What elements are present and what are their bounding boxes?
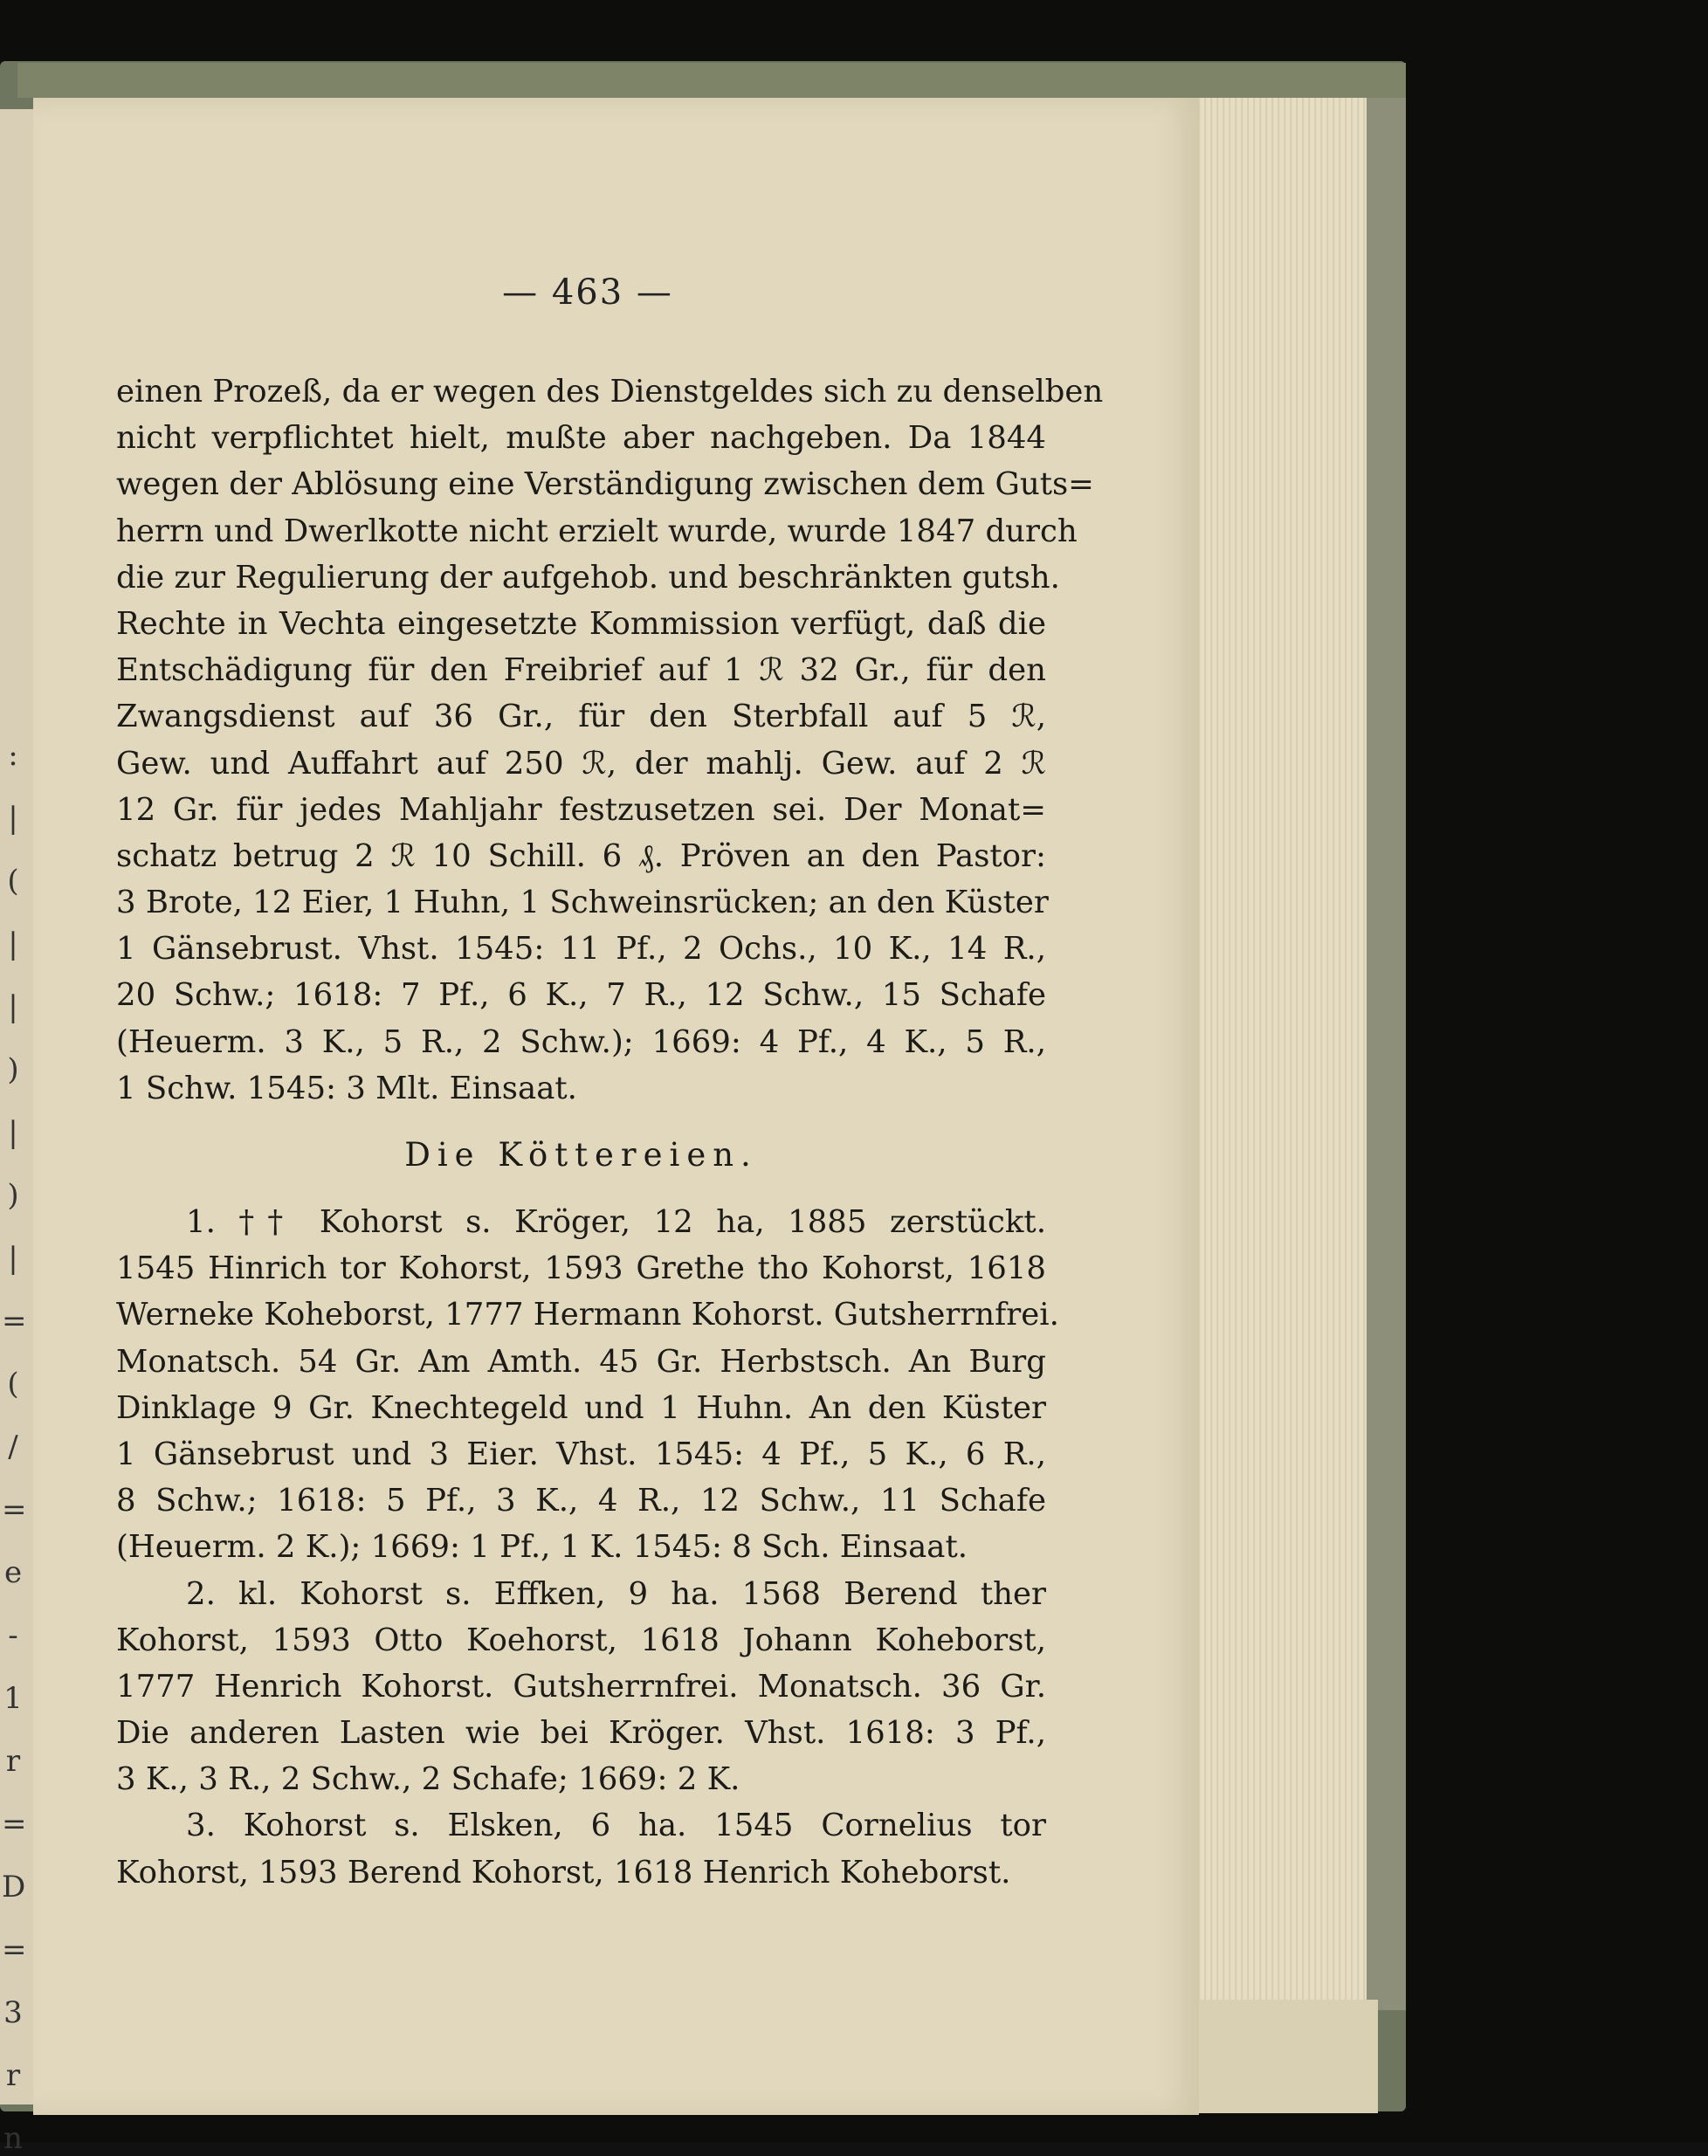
left-page-mark: e bbox=[3, 1555, 23, 1590]
left-page-mark: | bbox=[8, 989, 18, 1024]
text-line: schatz betrug 2 ℛ 10 Schill. 6 ₰. Pröven an den Pastor: bbox=[116, 837, 1046, 874]
page-number: — 463 — bbox=[502, 272, 673, 313]
left-page-strip bbox=[0, 109, 33, 2156]
left-page-marks bbox=[2, 109, 28, 2156]
paragraph-1 bbox=[116, 369, 1104, 1112]
left-page-mark: | bbox=[8, 801, 18, 836]
left-page-mark: = bbox=[2, 1492, 27, 1527]
text-line: Monatsch. 54 Gr. Am Amth. 45 Gr. Herbstsch. An Burg bbox=[116, 1343, 1046, 1380]
text-line: 8 Schw.; 1618: 5 Pf., 3 K., 4 R., 12 Schw., 11 Schafe bbox=[116, 1483, 1046, 1519]
text-line: 1777 Henrich Kohorst. Gutsherrnfrei. Monatsch. 36 Gr. bbox=[116, 1668, 1046, 1705]
text-line: 2. kl. Kohorst s. Effken, 9 ha. 1568 Berend ther bbox=[186, 1575, 1046, 1612]
page-text bbox=[116, 369, 1104, 1896]
left-page-mark: ( bbox=[7, 1367, 19, 1402]
text-line: Rechte in Vechta eingesetzte Kommission verfügt, daß die bbox=[116, 605, 1046, 642]
paragraph-3 bbox=[116, 1571, 1046, 1803]
text-line: Werneke Koheborst, 1777 Hermann Kohorst. Gutsherrnfrei. bbox=[116, 1297, 1059, 1333]
text-line: nicht verpflichtet hielt, mußte aber nachgeben. Da 1844 bbox=[116, 420, 1046, 457]
left-page-mark: n bbox=[3, 2121, 23, 2156]
left-page-mark: ) bbox=[7, 1178, 19, 1213]
left-page-mark: = bbox=[2, 1807, 27, 1842]
text-line: Zwangsdienst auf 36 Gr., für den Sterbfall auf 5 ℛ, bbox=[116, 699, 1046, 735]
text-line: Gew. und Auffahrt auf 250 ℛ, der mahlj. Gew. auf 2 ℛ bbox=[116, 745, 1046, 782]
text-line: Die anderen Lasten wie bei Kröger. Vhst. 1618: 3 Pf., bbox=[116, 1715, 1046, 1752]
text-line: 1 Gänsebrust. Vhst. 1545: 11 Pf., 2 Ochs., 10 K., 14 R., bbox=[116, 931, 1046, 968]
text-line: 3 K., 3 R., 2 Schw., 2 Schafe; 1669: 2 K. bbox=[116, 1761, 740, 1798]
book-page bbox=[33, 98, 1199, 2115]
text-line: 3 Brote, 12 Eier, 1 Huhn, 1 Schweinsrücken; an den Küster bbox=[116, 885, 1049, 921]
left-page-mark: r bbox=[5, 2058, 21, 2093]
paragraph-4 bbox=[116, 1802, 1046, 1895]
left-page-mark: : bbox=[8, 738, 18, 773]
paragraph-2 bbox=[116, 1199, 1059, 1571]
text-line: 12 Gr. für jedes Mahljahr festzusetzen sei. Der Monat= bbox=[116, 791, 1046, 828]
left-page-mark: 1 bbox=[3, 1681, 23, 1716]
text-line: 1. †† Kohorst s. Kröger, 12 ha, 1885 zerstückt. bbox=[186, 1204, 1046, 1240]
section-heading: Die Köttereien. bbox=[404, 1136, 758, 1174]
left-page-mark: = bbox=[2, 1304, 27, 1339]
cover-edge bbox=[17, 63, 1406, 98]
text-line: die zur Regulierung der aufgehob. und beschränkten gutsh. bbox=[116, 559, 1060, 596]
text-line: wegen der Ablösung eine Verständigung zwischen dem Guts= bbox=[116, 466, 1094, 503]
left-page-mark: ) bbox=[7, 1052, 19, 1087]
text-line: 3. Kohorst s. Elsken, 6 ha. 1545 Cornelius tor bbox=[186, 1808, 1046, 1844]
text-line: Entschädigung für den Freibrief auf 1 ℛ 32 Gr., für den bbox=[116, 652, 1046, 689]
page-edges bbox=[1195, 98, 1369, 2010]
text-line: Kohorst, 1593 Otto Koehorst, 1618 Johann Koheborst, bbox=[116, 1622, 1046, 1658]
text-line: herrn und Dwerlkotte nicht erzielt wurde, wurde 1847 durch bbox=[116, 513, 1078, 549]
text-line: Kohorst, 1593 Berend Kohorst, 1618 Henrich Koheborst. bbox=[116, 1854, 1011, 1891]
text-line: 20 Schw.; 1618: 7 Pf., 6 K., 7 R., 12 Schw., 15 Schafe bbox=[116, 977, 1046, 1014]
left-page-mark: 3 bbox=[3, 1995, 23, 2030]
left-page-mark: | bbox=[8, 1241, 18, 1276]
left-page-mark: D bbox=[2, 1870, 26, 1905]
left-page-mark: r bbox=[5, 1744, 21, 1779]
left-page-mark: | bbox=[8, 1115, 18, 1150]
text-line: 1 Gänsebrust und 3 Eier. Vhst. 1545: 4 Pf., 5 K., 6 R., bbox=[116, 1436, 1046, 1472]
text-line: 1 Schw. 1545: 3 Mlt. Einsaat. bbox=[116, 1070, 577, 1106]
text-line: (Heuerm. 3 K., 5 R., 2 Schw.); 1669: 4 Pf., 4 K., 5 R., bbox=[116, 1023, 1046, 1060]
left-page-mark: = bbox=[2, 1932, 27, 1967]
left-page-mark: | bbox=[8, 926, 18, 961]
text-line: Dinklage 9 Gr. Knechtegeld und 1 Huhn. An den Küster bbox=[116, 1389, 1046, 1426]
left-page-mark: / bbox=[8, 1429, 18, 1464]
left-page-mark: - bbox=[8, 1618, 18, 1653]
text-line: einen Prozeß, da er wegen des Dienstgeldes sich zu denselben bbox=[116, 374, 1104, 410]
text-line: (Heuerm. 2 K.); 1669: 1 Pf., 1 K. 1545: 8 Sch. Einsaat. bbox=[116, 1529, 968, 1566]
left-page-mark: ( bbox=[7, 864, 19, 899]
text-line: 1545 Hinrich tor Kohorst, 1593 Grethe tho Kohorst, 1618 bbox=[116, 1250, 1046, 1287]
page-edges-shadow bbox=[1367, 98, 1406, 2010]
